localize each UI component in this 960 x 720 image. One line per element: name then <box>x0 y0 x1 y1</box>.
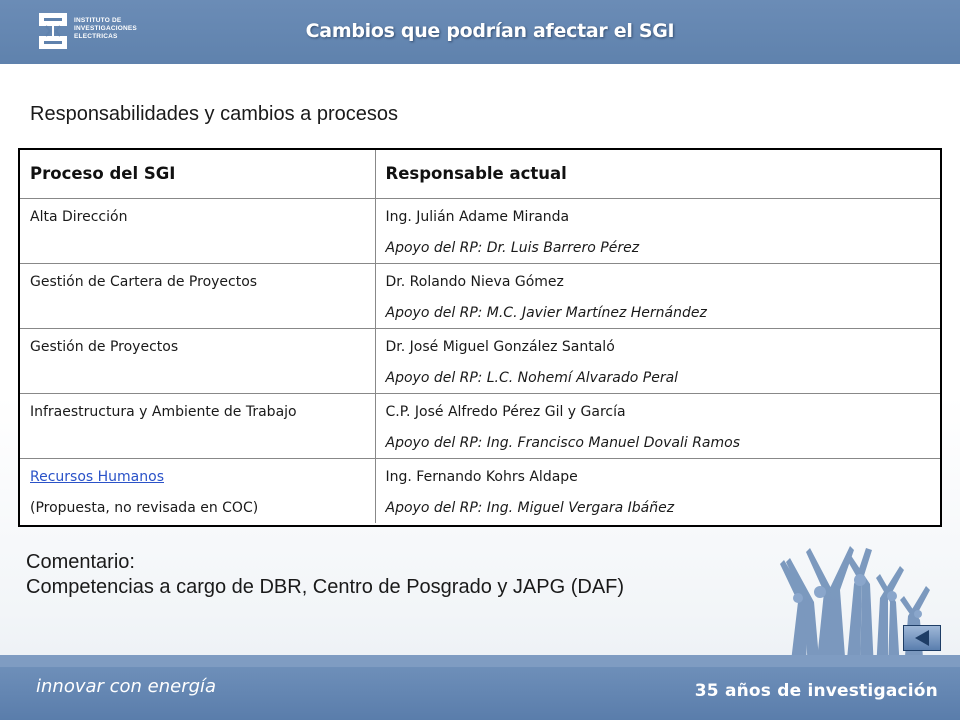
responsible-cell <box>375 393 940 458</box>
responsible-name: Ing. Fernando Kohrs Aldape <box>385 468 578 485</box>
responsible-cell <box>375 198 940 263</box>
logo-line: INVESTIGACIONES <box>74 25 137 32</box>
process-name: Gestión de Cartera de Proyectos <box>30 273 258 290</box>
table-row <box>20 263 940 328</box>
process-name: Infraestructura y Ambiente de Trabajo <box>30 403 297 420</box>
process-cell <box>20 393 375 458</box>
iie-logo-icon <box>36 10 70 52</box>
slide-title: Cambios que podrían afectar el SGI <box>305 20 675 42</box>
support-name: Apoyo del RP: L.C. Nohemí Alvarado Peral <box>385 369 679 386</box>
process-name: Alta Dirección <box>30 208 128 225</box>
responsible-name: Dr. José Miguel González Santaló <box>385 338 615 355</box>
footer-stripe <box>0 655 960 667</box>
table-row <box>20 198 940 263</box>
process-name: Gestión de Proyectos <box>30 338 179 355</box>
support-name: Apoyo del RP: Ing. Francisco Manuel Dovali Ramos <box>385 434 741 451</box>
process-cell <box>20 458 375 523</box>
institution-logo <box>36 10 166 54</box>
responsible-cell <box>375 263 940 328</box>
responsible-cell <box>375 458 940 523</box>
logo-line: ELECTRICAS <box>74 33 118 40</box>
section-subtitle: Responsabilidades y cambios a procesos <box>30 103 398 125</box>
logo-text <box>74 17 137 41</box>
support-name: Apoyo del RP: Dr. Luis Barrero Pérez <box>385 239 640 256</box>
header-bar <box>0 0 960 64</box>
table-row <box>20 458 940 523</box>
process-cell <box>20 328 375 393</box>
recursos-humanos-link[interactable]: Recursos Humanos <box>30 468 164 485</box>
responsible-name: Ing. Julián Adame Miranda <box>385 208 570 225</box>
footer-bar <box>0 667 960 720</box>
responsible-name: C.P. José Alfredo Pérez Gil y García <box>385 403 626 420</box>
responsible-cell <box>375 328 940 393</box>
comment-text: Competencias a cargo de DBR, Centro de Posgrado y JAPG (DAF) <box>26 576 625 598</box>
responsibilities-table <box>18 148 942 527</box>
process-note: (Propuesta, no revisada en COC) <box>30 499 259 516</box>
process-cell <box>20 198 375 263</box>
column-header-responsible: Responsable actual <box>375 150 940 198</box>
table-row <box>20 393 940 458</box>
support-name: Apoyo del RP: Ing. Miguel Vergara Ibáñez <box>385 499 675 516</box>
process-cell <box>20 263 375 328</box>
comment-block <box>26 550 624 600</box>
footer-anniversary: 35 años de investigación <box>694 681 938 701</box>
logo-line: INSTITUTO DE <box>74 17 122 24</box>
column-header-process: Proceso del SGI <box>20 150 375 198</box>
table-header-row <box>20 150 940 198</box>
back-button[interactable] <box>903 625 941 651</box>
table-row <box>20 328 940 393</box>
responsible-name: Dr. Rolando Nieva Gómez <box>385 273 564 290</box>
comment-label: Comentario: <box>26 551 135 573</box>
support-name: Apoyo del RP: M.C. Javier Martínez Hernández <box>385 304 707 321</box>
footer-slogan: innovar con energía <box>36 676 217 697</box>
back-arrow-icon <box>915 630 929 646</box>
